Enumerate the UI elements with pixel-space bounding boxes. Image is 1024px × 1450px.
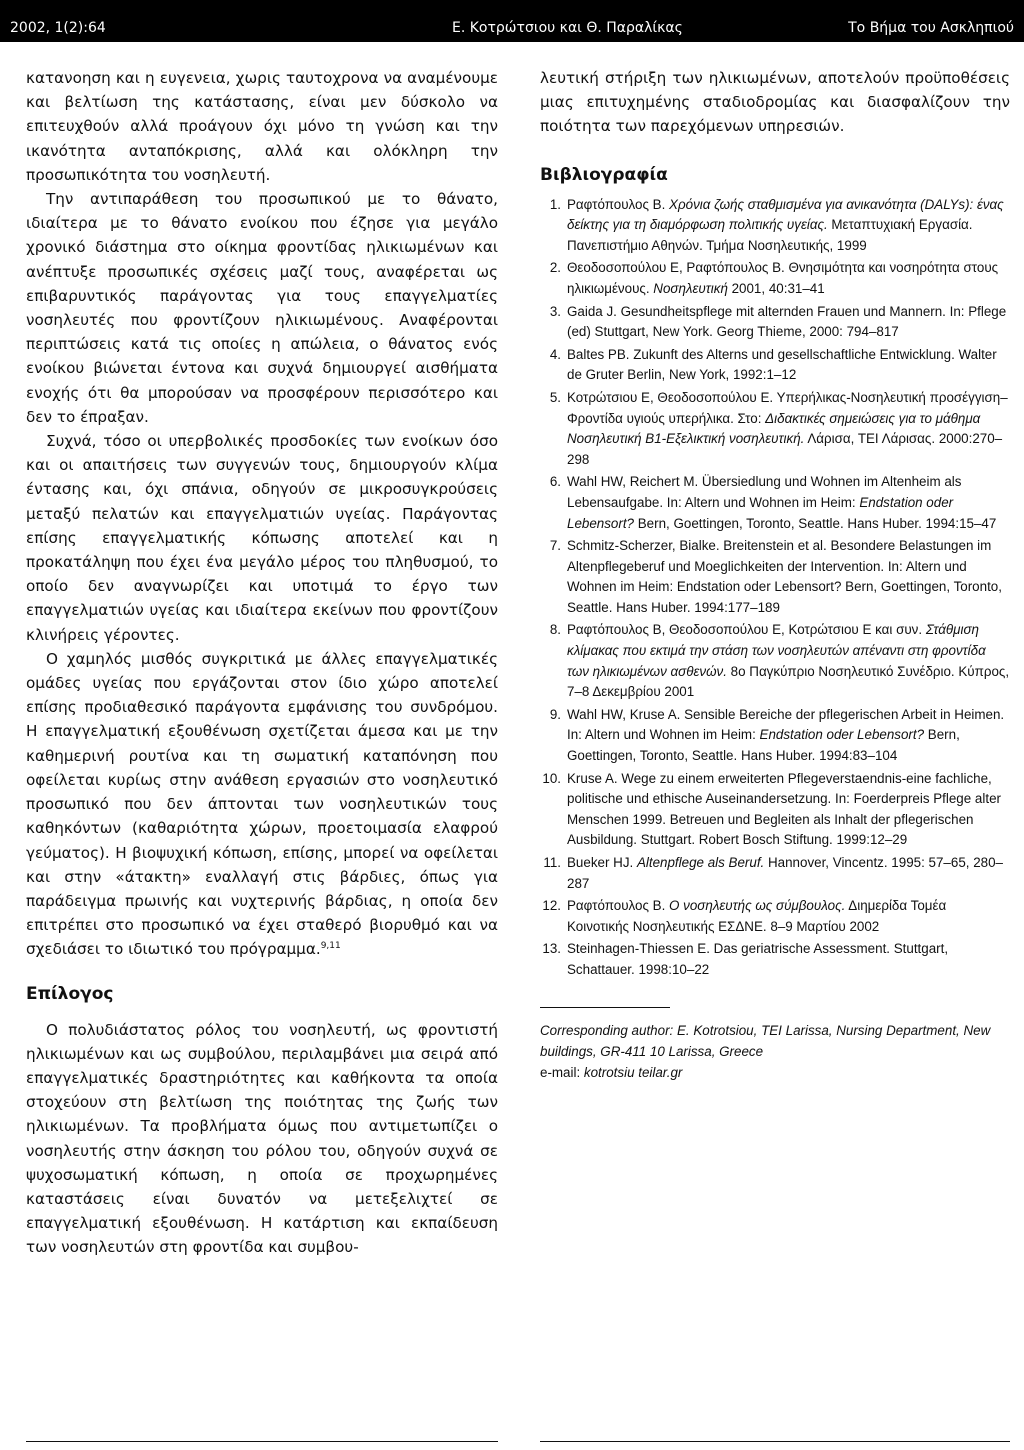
reference-part: Θεοδοσοπούλου Ε, Ραφτόπουλος Β. Θνησιμότητα και νοσηρότητα στους ηλικιωμένους. bbox=[567, 260, 999, 296]
reference-number: 13. bbox=[542, 941, 561, 957]
reference-part: Gaida J. Gesundheitspflege mit alternden Frauen und Mannern. In: Pflege (ed) Stuttgart, New York. Georg Thieme, 2000: 794–817 bbox=[567, 303, 1007, 340]
body-paragraph-4-text: Ο χαμηλός μισθός συγκριτικά με άλλες επαγγελματικές ομάδες υγείας που εργάζονται στον ίδιο χώρο αποτελεί επίσης προδιαθεσικό παράγοντα εμφάνισης του συνδρόμου. Η επαγγελματική εξουθένωση σχετίζεται άμεσα και με την καθημερινή ρουτίνα και τη σωματική καταπόνηση που οφείλεται κυρίως στην ανάθεση εργασιών στο νοσηλευτικό προσωπικό που δεν άπτονται των νοσηλευτικών τους καθηκόντων (καθαριότητα χώρων, προετοιμασία ελαφρού γεύματος). Η βιοψυχική κόπωση, επίσης, μπορεί να οφείλεται και στην «άτακτη» εναλλαγή στις βάρδιες, όπως για παράδειγμα πρωινής και νυχτερινής βάρδιας, η οποία δεν επιτρέπει στο προσωπικό να έχει σταθερό βιορυθμό και να σχεδιάσει το ιδιωτικό του πρόγραμμα. bbox=[26, 649, 498, 959]
reference-number: 4. bbox=[549, 346, 561, 362]
reference-part: Hannover, Vincentz. 1995: 57–65, 280–287 bbox=[567, 855, 1004, 891]
left-column bbox=[26, 66, 498, 1260]
footnote-divider bbox=[540, 1007, 670, 1008]
reference-italic: Διδακτικές σημειώσεις για το μάθημα Νοσηλευτική Β1-Εξελικτική νοσηλευτική. bbox=[567, 410, 981, 447]
email-label: e-mail: bbox=[540, 1064, 584, 1080]
journal-issue: 2002, 1(2):64 bbox=[10, 20, 106, 36]
reference-italic: Στάθμιση κλίμακας που εκτιμά την στάση των νοσηλευτών απέναντι στη φροντίδα των ηλικιωμένων ασθενών. bbox=[567, 622, 986, 679]
running-header bbox=[0, 0, 1024, 42]
reference-part: Διημερίδα Τομέα Κοινοτικής Νοσηλευτικής ΕΣΔΝΕ. 8–9 Μαρτίου 2002 bbox=[567, 898, 947, 934]
reference-text bbox=[567, 536, 1010, 618]
reference-italic: Νοσηλευτική bbox=[653, 280, 728, 296]
body-paragraph-4 bbox=[26, 647, 498, 962]
reference-part: 2001, 40:31–41 bbox=[727, 280, 825, 296]
footer-rule-right bbox=[540, 1441, 1010, 1442]
reference-item bbox=[540, 472, 1010, 534]
footer-rule-left bbox=[26, 1441, 498, 1442]
reference-part: Steinhagen-Thiessen E. Das geriatrische Assessment. Stuttgart, Schattauer. 1998:10–22 bbox=[567, 941, 949, 977]
article-authors: Ε. Κοτρώτσιου και Θ. Παραλίκας bbox=[452, 20, 683, 36]
reference-number: 7. bbox=[549, 538, 561, 554]
reference-item bbox=[540, 302, 1010, 343]
reference-item bbox=[540, 345, 1010, 386]
reference-part: Ραφτόπουλος Β, Θεοδοσοπούλου Ε, Κοτρώτσιου Ε και συν. bbox=[567, 622, 926, 638]
reference-text bbox=[567, 472, 1010, 534]
body-paragraph-2: Την αντιπαράθεση του προσωπικού με το θάνατο, ιδιαίτερα με το θάνατο ενοίκου που έζησε για μεγάλο χρονικό διάστημα στο οίκημα φροντίδας ηλικιωμένων και ανέπτυξε προσωπικές σχέσεις μαζί τους, αναφέρεται ως επιβαρυντικός παράγοντας για τους επαγγελματίες νοσηλευτές που φροντίζουν ηλικιωμένους. Αναφέρονται περιπτώσεις κατά τις οποίες η απώλεια, ο θάνατος ενός ενοίκου βιώνεται έντονα και συχνά δημιουργεί αισθήματα ενοχής ότι θα μπορούσαν να προσφέρουν περισσότερο και δεν το έπραξαν. bbox=[26, 190, 498, 426]
reference-italic: Endstation oder Lebensort? bbox=[759, 727, 925, 743]
reference-part: Wahl HW, Reichert M. Übersiedlung und Wohnen im Altenheim als Lebensaufgabe. In: Altern und Wohnen im Heim: bbox=[567, 474, 962, 510]
reference-item bbox=[540, 705, 1010, 767]
reference-text bbox=[567, 769, 1010, 851]
reference-number: 12. bbox=[542, 898, 561, 914]
reference-number: 8. bbox=[549, 622, 561, 638]
bibliography-heading: Βιβλιογραφία bbox=[540, 164, 668, 185]
reference-item bbox=[540, 388, 1010, 470]
body-paragraph-6: λευτική στήριξη των ηλικιωμένων, αποτελούν προϋποθέσεις μιας επιτυχημένης σταδιοδρομίας και διασφαλίζουν την ποιότητα των παρεχόμενων υπηρεσιών. bbox=[540, 69, 1010, 136]
reference-list bbox=[540, 195, 1010, 981]
reference-part: Schmitz-Scherzer, Bialke. Breitenstein et al. Besondere Belastungen im Altenpflegeberuf und Moeglichkeiten der Intervention. In: Altern und Wohnen im Heim: Endstation oder Lebensort? Bern, Goettingen, Toronto, Seattle. Hans Huber. 1994:177–189 bbox=[567, 538, 1002, 615]
reference-part: Wahl HW, Kruse A. Sensible Bereiche der pflegerischen Arbeit in Heimen. In: Altern und Wohnen im Heim: bbox=[567, 706, 1005, 743]
reference-text bbox=[567, 896, 1010, 937]
citation-superscript: 9,11 bbox=[320, 941, 341, 952]
reference-number: 9. bbox=[549, 706, 561, 722]
reference-number: 5. bbox=[549, 389, 561, 405]
epilogue-heading: Επίλογος bbox=[26, 983, 114, 1004]
correspondence-note bbox=[540, 1020, 1010, 1083]
body-paragraph-1: κατανοηση και η ευγενεια, χωρις ταυτοχρονα να αναμένουμε και βελτίωση της κατάστασης, είναι μεν δύσκολο να επιτευχθούν αλλά προάγουν όχι μόνο τη γνώση και την ικανότητα ανταπόκρισης, αλλά και ολόκληρη την προσωπικότητα του νοσηλευτή. bbox=[26, 69, 498, 184]
reference-italic: Endstation oder Lebensort? bbox=[567, 494, 954, 531]
reference-item bbox=[540, 258, 1010, 299]
reference-part: Λάρισα, ΤΕΙ Λάρισας. 2000:270–298 bbox=[567, 431, 1003, 467]
reference-text bbox=[567, 302, 1010, 343]
reference-item bbox=[540, 853, 1010, 894]
reference-part: Μεταπτυχιακή Εργασία. Πανεπιστήμιο Αθηνών. Τμήμα Νοσηλευτικής, 1999 bbox=[567, 217, 973, 253]
reference-item bbox=[540, 536, 1010, 618]
reference-number: 3. bbox=[549, 303, 561, 319]
reference-item bbox=[540, 195, 1010, 257]
corresponding-author: Corresponding author: E. Kotrotsiou, TEI Larissa, Nursing Department, New buildings, GR-411 10 Larissa, Greece bbox=[540, 1022, 991, 1059]
reference-number: 10. bbox=[542, 770, 561, 786]
reference-part: Baltes PB. Zukunft des Alterns und gesellschaftliche Entwicklung. Walter de Gruter Berlin, New York, 1992:1–12 bbox=[567, 346, 997, 383]
reference-text bbox=[567, 705, 1010, 767]
reference-text bbox=[567, 195, 1010, 257]
reference-text bbox=[567, 345, 1010, 386]
reference-number: 6. bbox=[549, 474, 561, 490]
reference-part: Bern, Goettingen, Toronto, Seattle. Hans Huber. 1994:15–47 bbox=[634, 515, 997, 531]
body-paragraph-5: Ο πολυδιάστατος ρόλος του νοσηλευτή, ως φροντιστή ηλικιωμένων και ως συμβούλου, περιλαμβάνει μια σειρά από επαγγελματικές δραστηριότητες και καθήκοντα τα οποία στοχεύουν στη βελτίωση της ποιότητας της ζωής των ηλικιωμένων. Τα προβλήματα όμως που αντιμετωπίζει ο νοσηλευτής στην άσκηση του ρόλου του, οδηγούν συχνά σε ψυχοσωματική κόπωση, η οποία σε προχωρημένες καταστάσεις είναι δυνατόν να μετεξελιχτεί σε επαγγελματική εξουθένωση. Η κατάρτιση και εκπαίδευση των νοσηλευτών στη φροντίδα και συμβου- bbox=[26, 1020, 498, 1257]
email-address: kotrotsiu teilar.gr bbox=[583, 1064, 683, 1080]
reference-number: 11. bbox=[543, 855, 561, 871]
reference-text bbox=[567, 258, 1010, 299]
reference-part: Kruse A. Wege zu einem erweiterten Pflegeverstaendnis-eine fachliche, politische und ethische Auseinandersetzung. In: Foerderpreis Pflege alter Menschen 1999. Betreuen und Begleiten als Inhalt der pflegerischen Ausbildung. Stuttgart. Robert Bosch Stiftung. 1999:12–29 bbox=[567, 770, 1001, 848]
reference-italic: Ο νοσηλευτής ως σύμβουλος. bbox=[669, 898, 846, 914]
reference-item bbox=[540, 620, 1010, 702]
reference-part: Bueker HJ. bbox=[567, 855, 637, 871]
reference-text bbox=[567, 388, 1010, 470]
reference-part: 8ο Παγκύπριο Νοσηλευτικό Συνέδριο. Κύπρος, 7–8 Δεκεμβρίου 2001 bbox=[567, 663, 1010, 700]
reference-part: Κοτρώτσιου Ε, Θεοδοσοπούλου Ε. Υπερήλικας-Νοσηλευτική προσέγγιση–Φροντίδα υγιούς υπερήλικα. Στο: bbox=[567, 389, 1008, 426]
journal-title: Το Βήμα του Ασκληπιού bbox=[848, 20, 1014, 36]
reference-text bbox=[567, 853, 1010, 894]
reference-part: Bern, Goettingen, Toronto, Seattle. Hans Huber. 1994:83–104 bbox=[567, 727, 960, 764]
reference-number: 1. bbox=[549, 196, 561, 212]
reference-text bbox=[567, 939, 1010, 980]
reference-item bbox=[540, 896, 1010, 937]
reference-part: Ραφτόπουλος Β. bbox=[567, 196, 670, 212]
reference-number: 2. bbox=[549, 260, 561, 276]
reference-italic: Altenpflege als Beruf. bbox=[636, 855, 765, 871]
reference-part: Ραφτόπουλος Β. bbox=[567, 898, 670, 914]
reference-text bbox=[567, 620, 1010, 702]
right-column bbox=[540, 66, 1010, 1083]
reference-item bbox=[540, 769, 1010, 851]
body-paragraph-3: Συχνά, τόσο οι υπερβολικές προσδοκίες των ενοίκων όσο και οι απαιτήσεις των συγγενών τους, δημιουργούν κλίμα έντασης και, όχι σπάνια, οδηγούν σε μικροσυγκρούσεις μεταξύ πελατών και επαγγελματιών υγείας. Παράγοντας επίσης επαγγελματικής κόπωσης αποτελεί και η προκατάληψη που έχει ένα μεγάλο μέρος του πληθυσμού, το οποίο δεν αναγνωρίζει και υποτιμά το έργο των επαγγελματιών υγείας και ιδιαίτερα εκείνων που φροντίζουν κλινήρεις γέροντες. bbox=[26, 432, 498, 644]
reference-item bbox=[540, 939, 1010, 980]
reference-italic: Χρόνια ζωής σταθμισμένα για ανικανότητα (DALYs): ένας δείκτης για τη διαμόρφωση πολιτικής υγείας. bbox=[567, 196, 1004, 233]
